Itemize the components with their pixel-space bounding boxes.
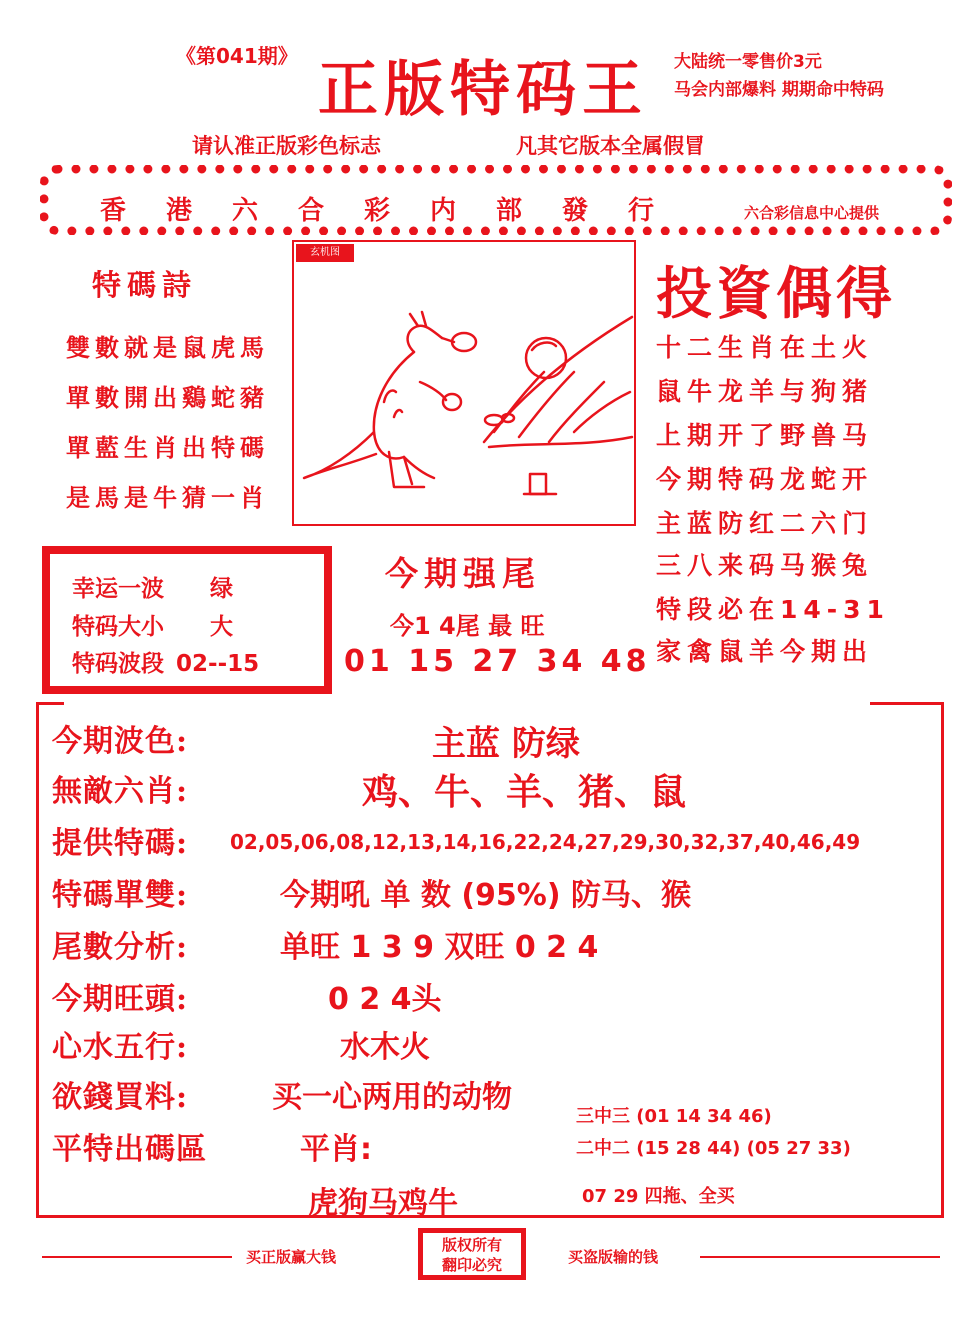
luck-label: 幸运一波 — [72, 576, 164, 602]
combo-line: 三中三 (01 14 34 46) — [576, 1106, 772, 1127]
row-value-ping: 平肖: — [300, 1132, 372, 1167]
notice-left: 请认准正版彩色标志 — [192, 134, 381, 158]
poem-line: 雙數就是鼠虎馬 — [66, 333, 269, 362]
price-line-2: 马会内部爆料 期期命中特码 — [674, 80, 884, 100]
row-label: 平特出碼區 — [52, 1132, 207, 1167]
luck-value: 02--15 — [176, 651, 260, 677]
price-info — [674, 48, 884, 104]
luck-label: 特码大小 — [72, 614, 164, 640]
poem-line: 單藍生肖出特碼 — [66, 433, 269, 462]
row-label: 提供特碼: — [52, 826, 189, 861]
row-value-tail-analysis: 单旺 1 3 9 双旺 0 2 4 — [280, 930, 599, 965]
footer-right-text: 买盗版输的钱 — [568, 1248, 659, 1266]
invest-line: 家禽鼠羊今期出 — [656, 637, 874, 666]
combo-line: 二中二 (15 28 44) (05 27 33) — [576, 1138, 851, 1159]
row-value-six-animals: 鸡、牛、羊、猪、鼠 — [362, 772, 687, 813]
row-label: 特碼單雙: — [52, 878, 189, 913]
luck-row — [72, 645, 259, 678]
row-value-five-elements: 水木火 — [340, 1030, 430, 1065]
notice-right: 凡其它版本全属假冒 — [516, 134, 705, 158]
row-label: 無敵六肖: — [52, 774, 189, 809]
strong-tail-numbers: 01 15 27 34 48 — [344, 644, 651, 679]
row-label: 欲錢買料: — [52, 1080, 189, 1115]
strong-tail-subtitle: 今1 4尾 最 旺 — [390, 612, 545, 640]
combo-line: 07 29 四拖、全买 — [582, 1186, 735, 1207]
row-label: 今期波色: — [52, 724, 189, 759]
row-value-riddle: 买一心两用的动物 — [272, 1080, 512, 1115]
invest-line: 上期开了野兽马 — [656, 421, 874, 450]
footer-rule-left — [42, 1256, 232, 1258]
kangaroo-drawing — [294, 242, 634, 524]
row-label: 尾數分析: — [52, 930, 189, 965]
footer-left-text: 买正版赢大钱 — [246, 1248, 337, 1266]
invest-line: 十二生肖在土火 — [656, 333, 874, 362]
poem-line: 是馬是牛猜一肖 — [66, 483, 269, 512]
invest-title: 投資偶得 — [656, 261, 896, 327]
kangaroo-illustration — [292, 240, 636, 526]
luck-value: 大 — [210, 614, 234, 640]
banner-provider: 六合彩信息中心提供 — [744, 204, 880, 222]
ping-animals: 虎狗马鸡牛 — [308, 1186, 458, 1221]
copyright-box — [418, 1228, 526, 1280]
poem-line: 單數開出鷄蛇豬 — [66, 383, 269, 412]
invest-line: 特段必在14-31 — [656, 595, 890, 624]
strong-tail-title: 今期强尾 — [385, 554, 541, 593]
picture-tag: 玄机图 — [296, 244, 354, 262]
invest-line: 三八来码马猴兔 — [656, 551, 874, 580]
price-line-1: 大陆统一零售价3元 — [674, 52, 822, 72]
row-label: 心水五行: — [52, 1030, 189, 1065]
issue-number: 《第041期》 — [176, 44, 298, 68]
invest-line: 鼠牛龙羊与狗猪 — [656, 377, 874, 406]
banner-text: 香港六合彩内部發行 — [100, 196, 695, 226]
row-value-special-numbers: 02,05,06,08,12,13,14,16,22,24,27,29,30,32,37,40,46,49 — [230, 830, 861, 854]
copyright-line-2: 翻印必究 — [441, 1256, 502, 1274]
copyright-line-1: 版权所有 — [441, 1236, 502, 1254]
luck-value: 绿 — [210, 576, 234, 602]
row-value-wave-color: 主蓝 防绿 — [432, 724, 580, 764]
row-label: 今期旺頭: — [52, 982, 189, 1017]
invest-line: 今期特码龙蛇开 — [656, 465, 874, 494]
luck-row — [72, 608, 233, 641]
row-value-odd-even: 今期吼 单 数 (95%) 防马、猴 — [280, 878, 692, 913]
row-value-head: 0 2 4头 — [328, 982, 442, 1017]
invest-line: 主蓝防红二六门 — [656, 509, 874, 538]
poem-title: 特碼詩 — [92, 268, 198, 302]
page-title: 正版特码王 — [318, 55, 648, 125]
main-top-border-left — [36, 702, 64, 705]
footer-rule-right — [700, 1256, 940, 1258]
luck-row — [72, 570, 233, 603]
luck-label: 特码波段 — [72, 651, 164, 677]
main-top-border-right — [870, 702, 944, 705]
